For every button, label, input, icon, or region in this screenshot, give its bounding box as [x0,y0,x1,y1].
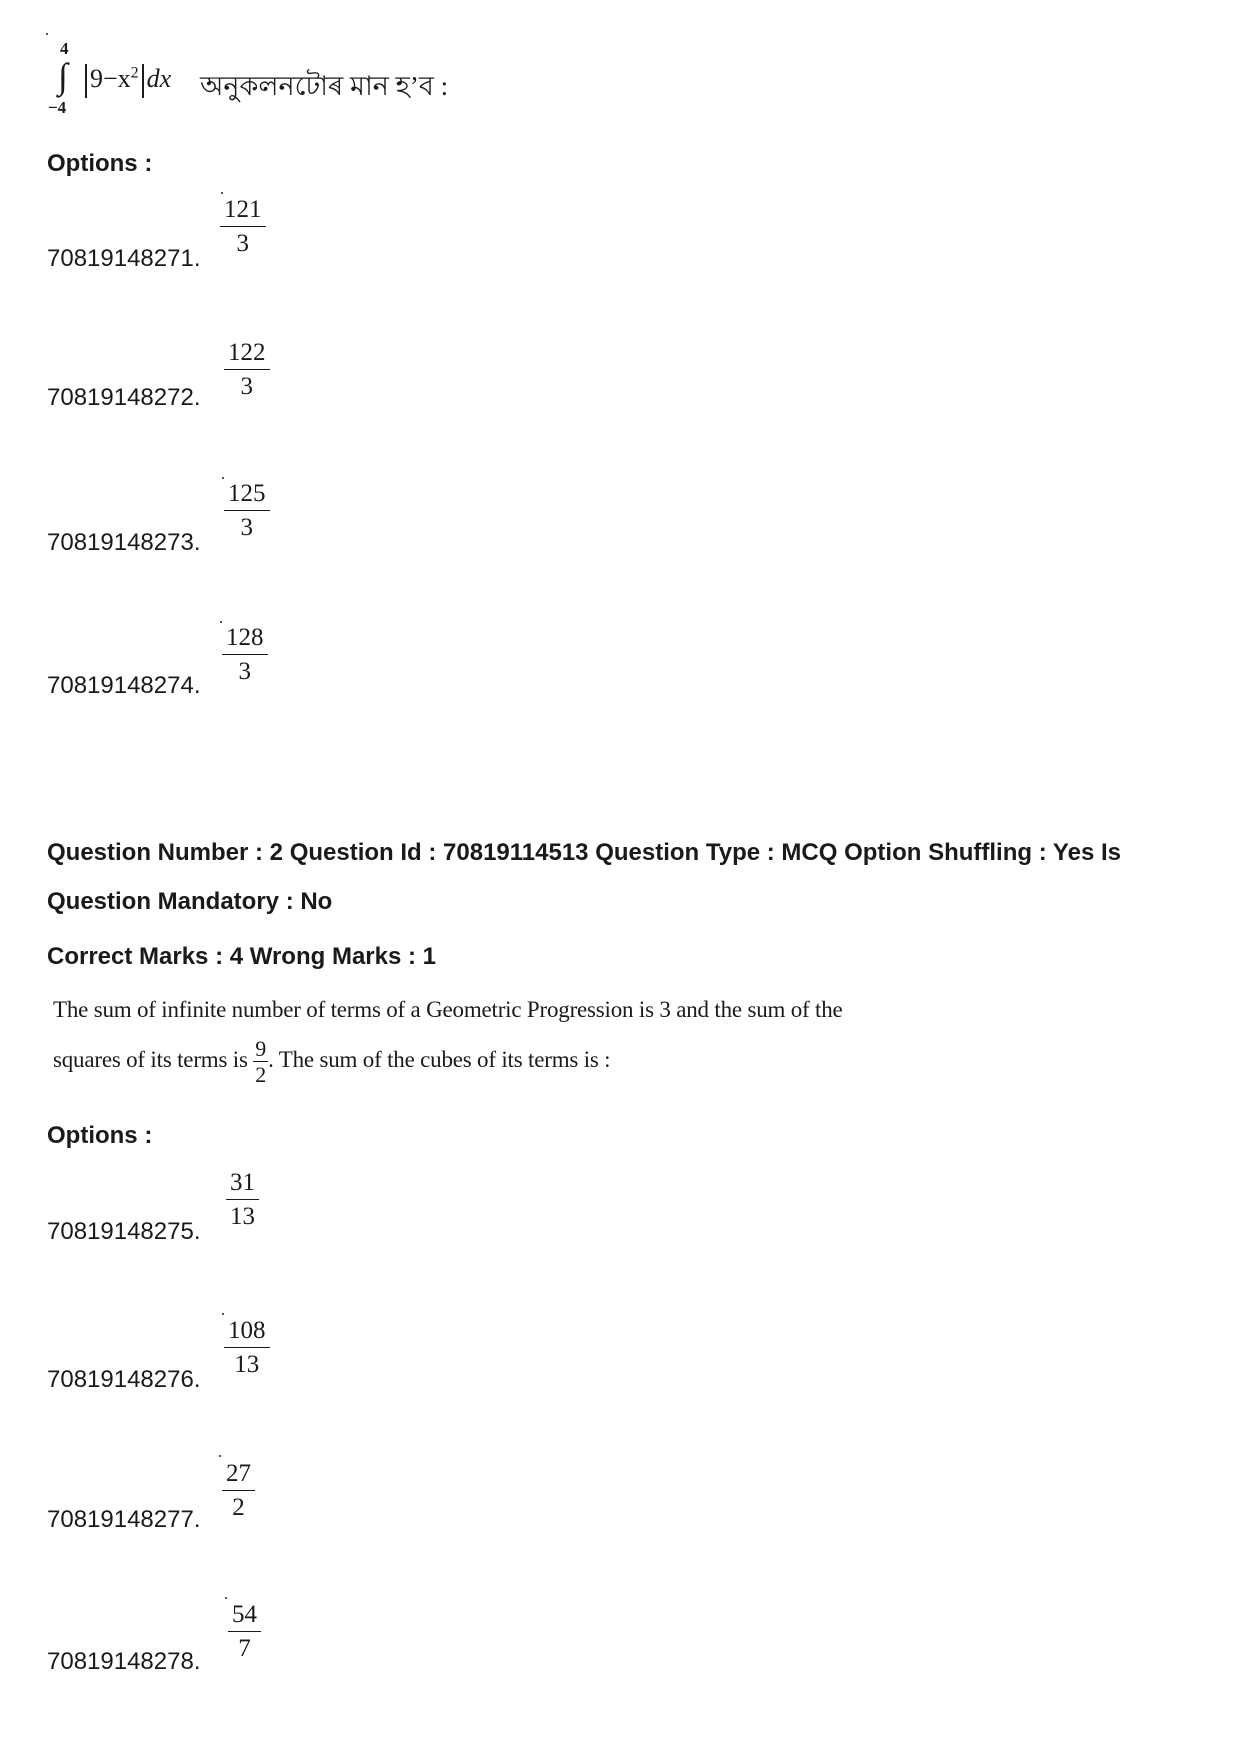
option-id[interactable]: 70819148277. [47,1506,201,1533]
integral-lower-limit: −4 [48,98,67,117]
option-id[interactable]: 70819148273. [47,529,201,556]
option-fraction[interactable] [222,624,268,686]
option-fraction[interactable] [224,480,270,542]
question-header: Question Number : 2 Question Id : 70819114513 Question Type : MCQ Option Shuffling : Yes Is [47,839,1121,866]
option-fraction[interactable] [228,1601,261,1663]
denominator: 2 [232,1494,245,1522]
numerator: 9 [255,1036,267,1061]
option-id[interactable]: 70819148278. [47,1648,201,1675]
question-mandatory: Question Mandatory : No [47,888,333,915]
abs-bar-left [85,64,87,98]
numerator: 108 [224,1318,270,1348]
denominator: 7 [238,1635,251,1663]
integrand-base: 9−x [90,64,131,93]
option-fraction[interactable] [222,1460,255,1522]
option-fraction[interactable] [220,196,266,258]
scan-mark [46,33,48,35]
scan-mark [222,1313,224,1315]
options-label-q2: Options : [47,1122,153,1149]
question-2-stem-line-1: The sum of infinite number of terms of a Geometric Progression is 3 and the sum of the [53,997,843,1022]
denominator: 13 [234,1351,260,1379]
denominator: 13 [230,1203,255,1231]
integral-sign: ∫ [58,56,68,96]
question-1-text: অনুকলনটোৰ মান হ’ব : [200,71,449,101]
differential: dx [146,64,172,93]
integrand [82,64,171,98]
option-id[interactable]: 70819148276. [47,1366,201,1393]
option-id[interactable]: 70819148271. [47,245,201,272]
integrand-exponent: 2 [130,64,139,82]
option-id[interactable]: 70819148272. [47,384,201,411]
scan-mark [222,477,224,479]
numerator: 54 [228,1602,261,1632]
denominator: 3 [240,514,253,542]
option-fraction[interactable] [226,1169,259,1231]
numerator: 31 [226,1170,259,1200]
stem-text-b: . The sum of the cubes of its terms is : [268,1046,611,1072]
numerator: 128 [222,625,268,655]
stem-fraction [253,1037,268,1086]
option-fraction[interactable] [224,339,270,401]
question-2-stem-line-2 [53,1037,610,1086]
denominator: 3 [240,373,253,401]
question-marks: Correct Marks : 4 Wrong Marks : 1 [47,943,437,970]
numerator: 121 [220,197,266,227]
denominator: 2 [255,1062,267,1088]
options-label-q1: Options : [47,150,153,177]
scan-mark [221,192,223,194]
option-id[interactable]: 70819148275. [47,1218,201,1245]
option-fraction[interactable] [224,1317,270,1379]
numerator: 122 [224,340,270,370]
numerator: 125 [224,481,270,511]
scan-mark [219,1455,221,1457]
integral-upper-limit: 4 [60,39,69,58]
abs-bar-right [142,64,144,98]
numerator: 27 [222,1461,255,1491]
scan-mark [220,621,222,623]
denominator: 3 [238,658,251,686]
denominator: 3 [236,230,249,258]
stem-text-a: squares of its terms is [53,1046,248,1072]
option-id[interactable]: 70819148274. [47,672,201,699]
scan-mark [225,1597,227,1599]
